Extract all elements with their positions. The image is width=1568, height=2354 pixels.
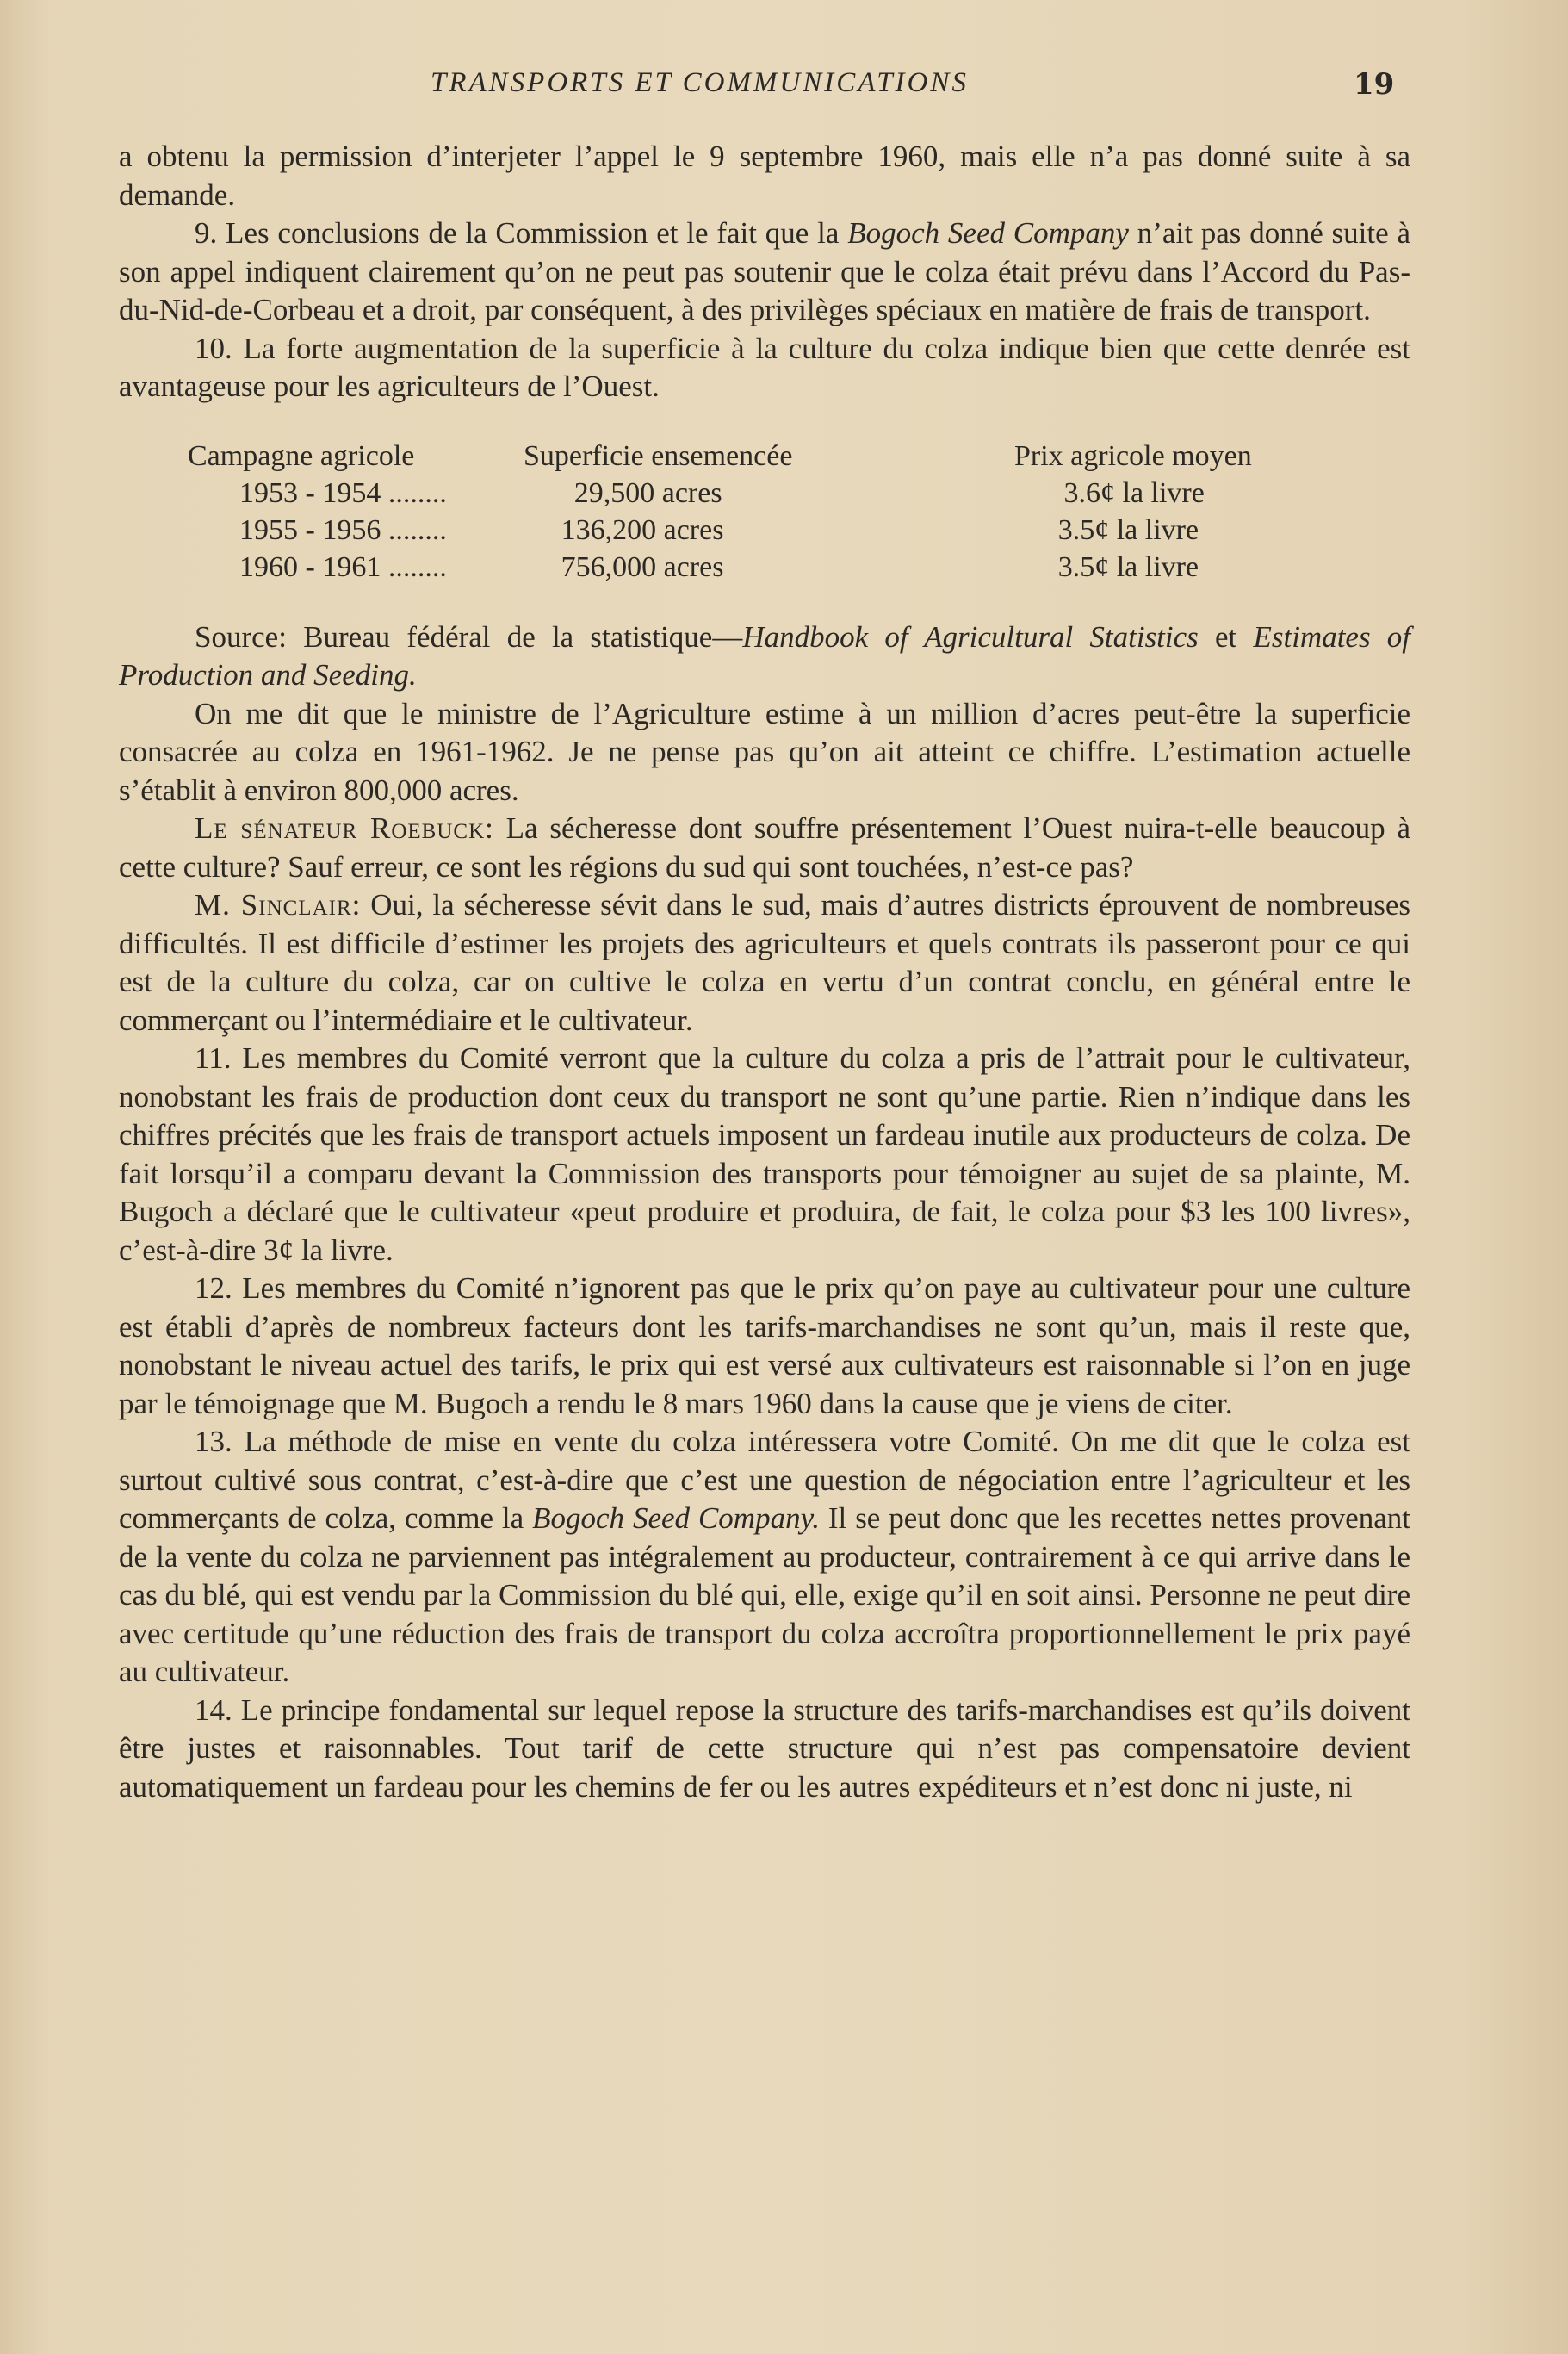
column-header-price: Prix agricole moyen xyxy=(1014,439,1252,472)
year-value: 1955 - 1956 xyxy=(239,513,381,546)
table-row xyxy=(119,549,1410,586)
sinclair-text: Oui, la sécheresse sévit dans le sud, mais d’autres districts éprouvent de nombreuses difficultés. Il est difficile d’estimer les projets des agriculteurs et quels contrats ils passeront pour ce qui est de la culture du colza, car on cultive le colza en vertu d’un contrat conclu, en général entre le commerçant ou l’intermédiaire et le cultivateur. xyxy=(119,888,1410,1037)
table-cell-year xyxy=(119,512,493,549)
running-title: TRANSPORTS ET COMMUNICATIONS xyxy=(431,67,969,98)
table-cell-price: 3.5¢ la livre xyxy=(1057,513,1199,546)
paragraph-9 xyxy=(119,214,1410,330)
year-value: 1960 - 1961 xyxy=(239,550,381,583)
column-header-year: Campagne agricole xyxy=(188,439,415,472)
speaker-sinclair: M. Sinclair: xyxy=(195,888,362,922)
leader-dots: ........ xyxy=(381,550,447,583)
paragraph-continuation: a obtenu la permission d’interjeter l’appel le 9 septembre 1960, mais elle n’a pas donné suite à sa demande. xyxy=(119,140,1410,212)
source-title-1: Handbook of Agricultural Statistics xyxy=(742,619,1199,654)
column-header-area: Superficie ensemencée xyxy=(524,439,793,472)
page-number: 19 xyxy=(1354,67,1395,102)
table-row xyxy=(119,475,1410,512)
paragraph-10: 10. La forte augmentation de la superficie à la culture du colza indique bien que cette denrée est avantageuse pour les agriculteurs de l’Ouest. xyxy=(119,331,1410,403)
paragraph-roebuck xyxy=(119,810,1410,886)
leader-dots: ........ xyxy=(381,476,447,509)
paragraph-sinclair xyxy=(119,886,1410,1040)
paragraph-14: 14. Le principe fondamental sur lequel repose la structure des tarifs-marchandises est qu’ils doivent être justes et raisonnables. Tout tarif de cette structure qui n’est pas compensatoire devient automatiquement un fardeau pour les chemins de fer ou les autres expéditeurs et n’est donc ni juste, ni xyxy=(119,1693,1410,1804)
running-header xyxy=(0,67,1568,110)
table-cell-price: 3.5¢ la livre xyxy=(1057,550,1199,583)
source-text-a: Source: Bureau fédéral de la statistique— xyxy=(195,619,743,654)
paragraph-9-text-b: n’ait pas donné suite à son appel indiquent clairement qu’on ne peut pas soutenir que le colza était prévu dans l’Accord du Pas-du-Nid-de-Corbeau et a droit, par conséquent, à des privilèges spéciaux en matière de frais de transport. xyxy=(119,216,1410,326)
paragraph-13 xyxy=(119,1423,1410,1692)
roebuck-text: La sécheresse dont souffre présentement l’Ouest nuira-t-elle beaucoup à cette culture? Sauf erreur, ce sont les régions du sud qui sont touchées, n’est-ce pas? xyxy=(119,811,1411,884)
table-row xyxy=(119,512,1410,549)
company-name: Bogoch Seed Company xyxy=(847,216,1129,250)
paragraph-9-text-a: 9. Les conclusions de la Commission et le fait que la xyxy=(195,216,848,250)
leader-dots: ........ xyxy=(381,513,447,546)
source-text-b: et xyxy=(1198,619,1254,654)
table-cell-price: 3.6¢ la livre xyxy=(1063,476,1205,509)
body-text xyxy=(119,138,1410,1806)
company-name: Bogoch Seed Company. xyxy=(532,1501,820,1535)
paragraph-11: 11. Les membres du Comité verront que la culture du colza a pris de l’attrait pour le cultivateur, nonobstant les frais de production dont ceux du transport ne sont qu’une partie. Rien n’indique dans les chiffres précités que les frais de transport actuels imposent un fardeau inutile aux producteurs de colza. De fait lorsqu’il a comparu devant la Commission des transports pour témoigner au sujet de sa plainte, M. Bugoch a déclaré que le cultivateur «peut produire et produira, de fait, le colza pour $3 les 100 livres», c’est-à-dire 3¢ la livre. xyxy=(119,1041,1410,1267)
source-citation xyxy=(119,618,1410,695)
paragraph-13-text-a: 13. La méthode de mise en vente du colza intéressera votre Comité. On me dit que le colza est surtout cultivé sous contrat, c’est-à-dire que c’est une question de négociation entre l’agriculteur et les commerçants de colza, comme la xyxy=(119,1425,1410,1535)
year-value: 1953 - 1954 xyxy=(239,476,381,509)
table-cell-year xyxy=(119,475,488,512)
speaker-roebuck: Le sénateur Roebuck: xyxy=(195,811,494,845)
table-cell-area: 136,200 acres xyxy=(561,513,724,546)
table-cell-area: 29,500 acres xyxy=(573,476,722,509)
paragraph-estimate: On me dit que le ministre de l’Agriculture estime à un million d’acres peut-être la superficie consacrée au colza en 1961-1962. Je ne pense pas qu’on ait atteint ce chiffre. L’estimation actuelle s’établit à environ 800,000 acres. xyxy=(119,696,1410,807)
paragraph-12: 12. Les membres du Comité n’ignorent pas que le prix qu’on paye au cultivateur pour une culture est établi d’après de nombreux facteurs dont les tarifs-marchandises ne sont qu’un, mais il reste que, nonobstant le niveau actuel des tarifs, le prix qui est versé aux cultivateurs est raisonnable si l’on en juge par le témoignage que M. Bugoch a rendu le 8 mars 1960 dans la cause que je viens de citer. xyxy=(119,1271,1410,1420)
source-title-2: Estimates of Production and Seeding. xyxy=(119,619,1410,692)
table-cell-year xyxy=(119,549,493,586)
table-header-row xyxy=(119,438,1410,475)
paragraph-13-text-b: Il se peut donc que les recettes nettes provenant de la vente du colza ne parviennent pas intégralement au producteur, contrairement à ce qui arrive dans le cas du blé, qui est vendu par la Commission du blé qui, elle, exige qu’il en soit ainsi. Personne ne peut dire avec certitude qu’une réduction des frais de transport du colza accroîtra proportionnellement le prix payé au cultivateur. xyxy=(119,1501,1410,1688)
table-cell-area: 756,000 acres xyxy=(561,550,724,583)
acreage-table xyxy=(119,438,1410,586)
